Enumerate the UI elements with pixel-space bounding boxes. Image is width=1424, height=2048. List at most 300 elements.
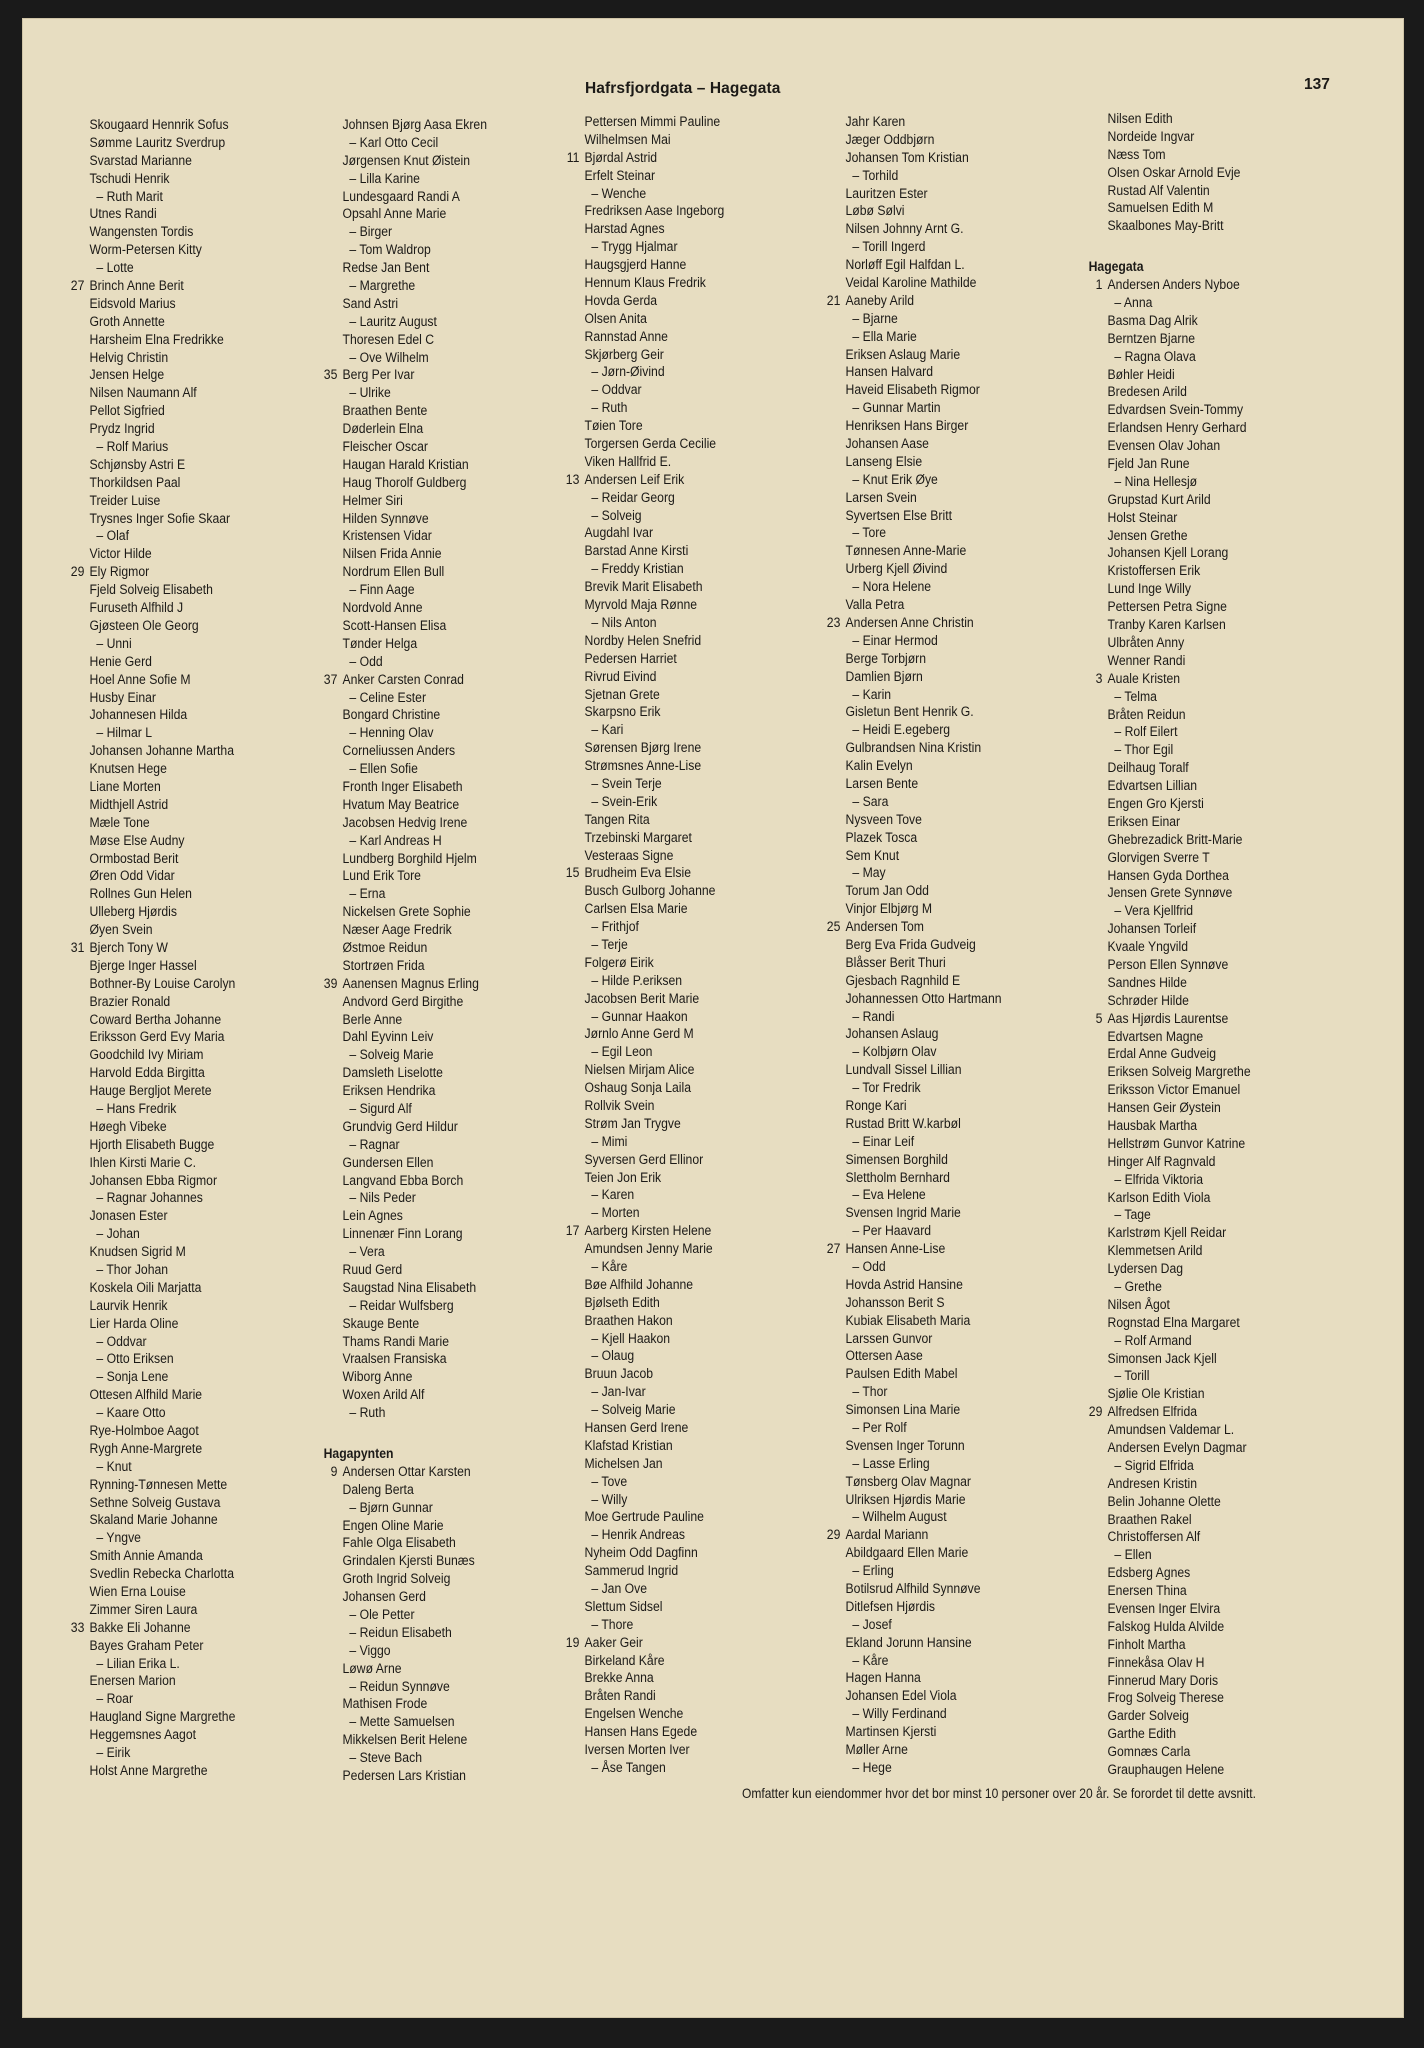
resident-name: Nordeide Ingvar (1107, 128, 1195, 145)
resident-name: Ottersen Aase (845, 1348, 923, 1365)
resident-entry (818, 794, 1037, 812)
resident-entry (557, 454, 776, 472)
resident-entry (62, 296, 281, 314)
resident-entry (1080, 313, 1299, 331)
resident-entry (818, 1581, 1037, 1599)
resident-entry (1080, 957, 1299, 975)
household-member-name: – Lasse Erling (852, 1455, 930, 1472)
household-member-name: – Rolf Armand (1114, 1332, 1192, 1349)
resident-entry (315, 725, 534, 743)
resident-entry (557, 1026, 776, 1044)
resident-entry (315, 815, 534, 833)
resident-entry (818, 1295, 1037, 1313)
resident-entry (1080, 993, 1299, 1011)
resident-name: Finholt Martha (1107, 1636, 1186, 1653)
resident-entry (818, 1635, 1037, 1653)
resident-name: Brazier Ronald (89, 993, 171, 1010)
resident-entry (1080, 742, 1299, 760)
resident-entry (818, 508, 1037, 526)
resident-entry (62, 725, 281, 743)
resident-name: Nilsen Ågot (1107, 1296, 1170, 1313)
household-member-name: – Bjørn Gunnar (349, 1499, 433, 1516)
resident-name: Andersen Ottar Karsten (342, 1463, 471, 1480)
resident-name: Hansen Gerd Irene (584, 1420, 689, 1437)
household-member-name: – Gunnar Martin (852, 400, 941, 417)
resident-entry (62, 1119, 281, 1137)
resident-name: Busch Gulborg Johanne (584, 883, 716, 900)
resident-entry (62, 528, 281, 546)
resident-entry (315, 1065, 534, 1083)
resident-name: Gomnæs Carla (1107, 1744, 1191, 1761)
resident-name: Syvertsen Else Britt (845, 507, 952, 524)
resident-name: Vraalsen Fransiska (342, 1351, 447, 1368)
resident-entry (557, 1527, 776, 1545)
resident-name: Woxen Arild Alf (342, 1387, 425, 1404)
resident-name: Lundberg Borghild Hjelm (342, 850, 477, 867)
house-number: 9 (330, 1463, 338, 1480)
resident-name: Helmer Siri (342, 492, 403, 509)
resident-entry (62, 1029, 281, 1047)
resident-entry (557, 132, 776, 150)
household-member-name: – Yngve (96, 1530, 141, 1547)
resident-name: Andersen Tom (845, 919, 924, 936)
household-member-name: – Einar Hermod (852, 632, 938, 649)
resident-name: Ghebrezadick Britt-Marie (1107, 831, 1243, 848)
resident-entry (62, 439, 281, 457)
resident-name: Aaneby Arild (845, 292, 915, 309)
resident-entry (1080, 474, 1299, 492)
resident-entry (1080, 367, 1299, 385)
household-member-name: – Thore (591, 1616, 634, 1633)
resident-name: Corneliussen Anders (342, 743, 456, 760)
section-spacer (315, 1423, 534, 1446)
resident-entry (818, 1026, 1037, 1044)
resident-entry (818, 1688, 1037, 1706)
resident-name: Grauphaugen Helene (1107, 1762, 1225, 1779)
resident-name: Person Ellen Synnøve (1107, 956, 1229, 973)
resident-entry (818, 1259, 1037, 1277)
resident-entry (1080, 653, 1299, 671)
resident-name: Gundersen Ellen (342, 1154, 434, 1171)
resident-entry (315, 707, 534, 725)
resident-name: Lundesgaard Randi A (342, 188, 460, 205)
resident-entry (818, 883, 1037, 901)
resident-entry (62, 1190, 281, 1208)
household-member-name: – Ragna Olava (1114, 348, 1196, 365)
resident-name: Hansen Geir Øystein (1107, 1100, 1221, 1117)
resident-entry (818, 186, 1037, 204)
resident-name: Knutsen Hege (89, 761, 167, 778)
household-member-name: – Kjell Haakon (591, 1330, 671, 1347)
resident-entry (557, 1223, 776, 1241)
resident-entry (315, 654, 534, 672)
household-member-name: – Frithjof (591, 919, 639, 936)
resident-entry (315, 1625, 534, 1643)
resident-entry (315, 1607, 534, 1625)
resident-entry (315, 868, 534, 886)
resident-entry (557, 114, 776, 132)
resident-entry (315, 582, 534, 600)
resident-entry (557, 704, 776, 722)
resident-entry (62, 1584, 281, 1602)
directory-column-4 (818, 114, 1073, 1778)
household-member-name: – Tom Waldrop (349, 242, 431, 259)
resident-name: Victor Hilde (89, 546, 152, 563)
household-member-name: – Reidar Georg (591, 489, 675, 506)
household-member-name: – Lotte (96, 260, 134, 277)
resident-name: Ulriksen Hjørdis Marie (845, 1491, 966, 1508)
resident-name: Daleng Berta (342, 1481, 414, 1498)
resident-entry (557, 1295, 776, 1313)
resident-entry (818, 1152, 1037, 1170)
resident-entry (557, 1134, 776, 1152)
resident-name: Bredesen Arild (1107, 384, 1187, 401)
resident-name: Pedersen Lars Kristian (342, 1768, 466, 1785)
resident-entry (62, 206, 281, 224)
resident-entry (557, 561, 776, 579)
resident-entry (62, 1012, 281, 1030)
household-member-name: – Reidun Elisabeth (349, 1624, 452, 1641)
resident-entry (315, 1535, 534, 1553)
resident-name: Ihlen Kirsti Marie C. (89, 1154, 196, 1171)
household-member-name: – Thor (852, 1384, 888, 1401)
household-member-name: – Jørn-Øivind (591, 364, 665, 381)
resident-entry (1080, 1351, 1299, 1369)
resident-name: Kubiak Elisabeth Maria (845, 1312, 971, 1329)
resident-entry (557, 1116, 776, 1134)
resident-name: Hvatum May Beatrice (342, 796, 460, 813)
resident-name: Aanensen Magnus Erling (342, 975, 479, 992)
resident-entry (557, 1402, 776, 1420)
resident-name: Eriksen Hendrika (342, 1083, 436, 1100)
resident-name: Henie Gerd (89, 653, 152, 670)
resident-entry (818, 1456, 1037, 1474)
household-member-name: – Eva Helene (852, 1187, 926, 1204)
household-member-name: – Tage (1114, 1207, 1151, 1224)
resident-name: Tschudi Henrik (89, 170, 170, 187)
resident-entry (315, 1262, 534, 1280)
household-member-name: – Erling (852, 1563, 894, 1580)
resident-entry (557, 1509, 776, 1527)
resident-entry (62, 994, 281, 1012)
resident-entry (818, 704, 1037, 722)
resident-name: Skauge Bente (342, 1315, 420, 1332)
house-number: 23 (826, 614, 841, 631)
resident-entry (557, 1080, 776, 1098)
resident-name: Høegh Vibeke (89, 1118, 167, 1135)
resident-name: Viken Hallfrid E. (584, 453, 672, 470)
household-member-name: – Hans Fredrik (96, 1100, 177, 1117)
resident-entry (557, 955, 776, 973)
street-heading (315, 1446, 534, 1464)
resident-name: Holst Anne Margrethe (89, 1762, 208, 1779)
household-member-name: – Knut (96, 1458, 132, 1475)
resident-entry (315, 797, 534, 815)
resident-name: Barstad Anne Kirsti (584, 543, 689, 560)
resident-entry (818, 597, 1037, 615)
resident-name: Hoel Anne Sofie M (89, 671, 191, 688)
resident-name: Klafstad Kristian (584, 1437, 673, 1454)
resident-name: Hagen Hanna (845, 1670, 921, 1687)
resident-entry (557, 400, 776, 418)
resident-entry (62, 851, 281, 869)
resident-entry (818, 454, 1037, 472)
resident-name: Andresen Kristin (1107, 1475, 1198, 1492)
resident-entry (315, 958, 534, 976)
resident-name: Myrvold Maja Rønne (584, 597, 698, 614)
resident-name: Midthjell Astrid (89, 796, 169, 813)
resident-entry (315, 350, 534, 368)
resident-entry (62, 1298, 281, 1316)
resident-name: Frog Solveig Therese (1107, 1690, 1224, 1707)
resident-name: Bongard Christine (342, 707, 441, 724)
directory-column-3 (557, 114, 812, 1778)
resident-name: Langvand Ebba Borch (342, 1172, 464, 1189)
house-number: 21 (826, 292, 841, 309)
resident-entry (315, 833, 534, 851)
resident-entry (818, 1116, 1037, 1134)
resident-entry (315, 886, 534, 904)
resident-entry (1080, 1494, 1299, 1512)
household-member-name: – Ellen (1114, 1547, 1152, 1564)
household-member-name: – Viggo (349, 1642, 391, 1659)
resident-entry (1080, 1529, 1299, 1547)
resident-name: Bjerge Inger Hassel (89, 957, 197, 974)
resident-entry (62, 654, 281, 672)
resident-entry (315, 1405, 534, 1423)
resident-entry (1080, 492, 1299, 510)
resident-entry (315, 260, 534, 278)
resident-name: Bruun Jacob (584, 1366, 654, 1383)
house-number: 39 (323, 975, 338, 992)
resident-name: Groth Annette (89, 313, 165, 330)
resident-name: Wangensten Tordis (89, 224, 194, 241)
resident-entry (1080, 1064, 1299, 1082)
household-member-name: – Heidi E.egeberg (852, 722, 951, 739)
resident-entry (557, 1688, 776, 1706)
resident-entry (557, 364, 776, 382)
resident-entry (818, 1062, 1037, 1080)
resident-name: Scott-Hansen Elisa (342, 617, 447, 634)
resident-entry (62, 1548, 281, 1566)
resident-entry (315, 457, 534, 475)
resident-entry (557, 794, 776, 812)
resident-entry (1080, 1207, 1299, 1225)
resident-entry (62, 690, 281, 708)
resident-name: Sammerud Ingrid (584, 1563, 679, 1580)
resident-name: Treider Luise (89, 492, 161, 509)
resident-entry (557, 579, 776, 597)
resident-name: Glorvigen Sverre T (1107, 849, 1210, 866)
household-member-name: – Sara (852, 793, 889, 810)
resident-name: Linnenær Finn Lorang (342, 1226, 463, 1243)
resident-entry (315, 314, 534, 332)
household-member-name: – Einar Leif (852, 1133, 915, 1150)
resident-entry (315, 278, 534, 296)
resident-name: Engen Gro Kjersti (1107, 795, 1204, 812)
resident-name: Fahle Olga Elisabeth (342, 1535, 456, 1552)
resident-entry (62, 940, 281, 958)
household-member-name: – May (852, 865, 886, 882)
resident-name: Jensen Helge (89, 367, 165, 384)
resident-name: Johansen Kjell Lorang (1107, 545, 1229, 562)
resident-name: Aarberg Kirsten Helene (584, 1223, 712, 1240)
resident-name: Slettholm Bernhard (845, 1169, 950, 1186)
resident-name: Zimmer Siren Laura (89, 1601, 198, 1618)
resident-entry (62, 1477, 281, 1495)
resident-entry (315, 743, 534, 761)
resident-entry (1080, 921, 1299, 939)
resident-name: Haugsgjerd Hanne (584, 257, 687, 274)
resident-entry (315, 922, 534, 940)
resident-entry (62, 403, 281, 421)
resident-name: Skarpsno Erik (584, 704, 661, 721)
resident-name: Auale Kristen (1107, 670, 1181, 687)
resident-name: Sand Astri (342, 295, 399, 312)
resident-entry (315, 242, 534, 260)
resident-entry (1080, 975, 1299, 993)
house-number: 35 (323, 367, 338, 384)
resident-name: Syversen Gerd Ellinor (584, 1151, 704, 1168)
resident-name: Tangen Rita (584, 811, 650, 828)
resident-entry (818, 1348, 1037, 1366)
household-member-name: – Nora Helene (852, 579, 932, 596)
resident-name: Opsahl Anne Marie (342, 206, 447, 223)
resident-entry (818, 1527, 1037, 1545)
resident-entry (557, 1259, 776, 1277)
resident-name: Johansen Johanne Martha (89, 743, 235, 760)
house-number: 3 (1095, 670, 1103, 687)
resident-name: Sethne Solveig Gustava (89, 1494, 221, 1511)
resident-name: Svarstad Marianne (89, 152, 192, 169)
resident-entry (315, 904, 534, 922)
resident-name: Ruud Gerd (342, 1262, 403, 1278)
resident-name: Harsheim Elna Fredrikke (89, 331, 224, 348)
resident-name: Amundsen Valdemar L. (1107, 1422, 1235, 1439)
resident-name: Jørnlo Anne Gerd M (584, 1026, 694, 1043)
resident-entry (557, 1044, 776, 1062)
resident-entry (818, 329, 1037, 347)
resident-name: Dahl Eyvinn Leiv (342, 1029, 434, 1046)
household-member-name: – Lauritz August (349, 313, 437, 330)
resident-entry (557, 275, 776, 293)
resident-name: Rivrud Eivind (584, 668, 657, 685)
resident-entry (818, 722, 1037, 740)
resident-name: Gulbrandsen Nina Kristin (845, 740, 982, 757)
resident-name: Simensen Borghild (845, 1151, 948, 1168)
resident-name: Harstad Agnes (584, 221, 665, 238)
resident-entry (315, 206, 534, 224)
resident-entry (315, 224, 534, 242)
resident-entry (315, 493, 534, 511)
resident-entry (62, 868, 281, 886)
household-member-name: – Eirik (96, 1745, 131, 1762)
resident-entry (557, 1170, 776, 1188)
resident-name: Nilsen Johnny Arnt G. (845, 221, 964, 238)
resident-name: Hovda Astrid Hansine (845, 1276, 963, 1293)
resident-name: Brinch Anne Berit (89, 278, 184, 295)
resident-name: Heggemsnes Aagot (89, 1727, 197, 1744)
household-member-name: – Ragnar (349, 1136, 400, 1153)
resident-entry (315, 1298, 534, 1316)
household-member-name: – Wenche (591, 185, 647, 202)
resident-name: Koskela Oili Marjatta (89, 1279, 202, 1296)
resident-entry (62, 707, 281, 725)
resident-entry (557, 508, 776, 526)
resident-entry (62, 546, 281, 564)
resident-entry (62, 1065, 281, 1083)
resident-entry (62, 475, 281, 493)
resident-entry (1080, 438, 1299, 456)
resident-entry (62, 1334, 281, 1352)
resident-entry (1080, 1655, 1299, 1673)
resident-name: Lund Erik Tore (342, 868, 421, 885)
resident-entry (818, 669, 1037, 687)
resident-entry (1080, 456, 1299, 474)
resident-name: Rannstad Anne (584, 328, 668, 345)
household-member-name: – Ruth Marit (96, 188, 163, 205)
resident-entry (1080, 868, 1299, 886)
resident-name: Næss Tom (1107, 146, 1166, 163)
resident-name: Larssen Gunvor (845, 1330, 933, 1347)
resident-entry (557, 1331, 776, 1349)
resident-entry (315, 1732, 534, 1750)
page-title: Hafrsfjordgata – Hagegata (585, 80, 781, 97)
house-number: 13 (565, 471, 580, 488)
resident-entry (315, 171, 534, 189)
resident-name: Nordvold Anne (342, 600, 423, 617)
resident-name: Valla Petra (845, 597, 905, 614)
resident-entry (818, 1492, 1037, 1510)
resident-name: Falskog Hulda Alvilde (1107, 1618, 1225, 1635)
directory-page (22, 18, 1404, 2018)
resident-name: Redse Jan Bent (342, 260, 430, 277)
resident-entry (62, 1173, 281, 1191)
household-member-name: – Jan-Ivar (591, 1384, 646, 1401)
resident-entry (1080, 1386, 1299, 1404)
resident-name: Abildgaard Ellen Marie (845, 1545, 969, 1562)
resident-name: Østmoe Reidun (342, 939, 428, 956)
household-member-name: – Solveig Marie (349, 1047, 434, 1064)
resident-entry (818, 865, 1037, 883)
resident-entry (62, 1727, 281, 1745)
resident-entry (62, 1459, 281, 1477)
resident-name: Johnsen Bjørg Aasa Ekren (342, 117, 487, 133)
resident-entry (315, 1553, 534, 1571)
resident-entry (557, 812, 776, 830)
resident-name: Kristoffersen Erik (1107, 563, 1201, 580)
resident-name: Jensen Grethe (1107, 527, 1188, 544)
resident-entry (557, 740, 776, 758)
street-name: Hagapynten (323, 1446, 394, 1463)
house-number: 29 (826, 1527, 841, 1544)
resident-entry (818, 543, 1037, 561)
resident-name: Rynning-Tønnesen Mette (89, 1476, 228, 1493)
resident-name: Johansen Gerd (342, 1589, 426, 1606)
resident-entry (1080, 1046, 1299, 1064)
resident-entry (557, 669, 776, 687)
resident-entry (62, 1495, 281, 1513)
household-member-name: – Steve Bach (349, 1750, 422, 1767)
resident-name: Sandnes Hilde (1107, 974, 1187, 991)
resident-entry (62, 1423, 281, 1441)
resident-name: Hinger Alf Ragnvald (1107, 1153, 1216, 1170)
resident-name: Grupstad Kurt Arild (1107, 491, 1211, 508)
resident-entry (62, 1512, 281, 1530)
resident-name: Finnerud Mary Doris (1107, 1672, 1219, 1689)
resident-name: Øyen Svein (89, 922, 153, 939)
resident-name: Rustad Alf Valentin (1107, 182, 1210, 199)
